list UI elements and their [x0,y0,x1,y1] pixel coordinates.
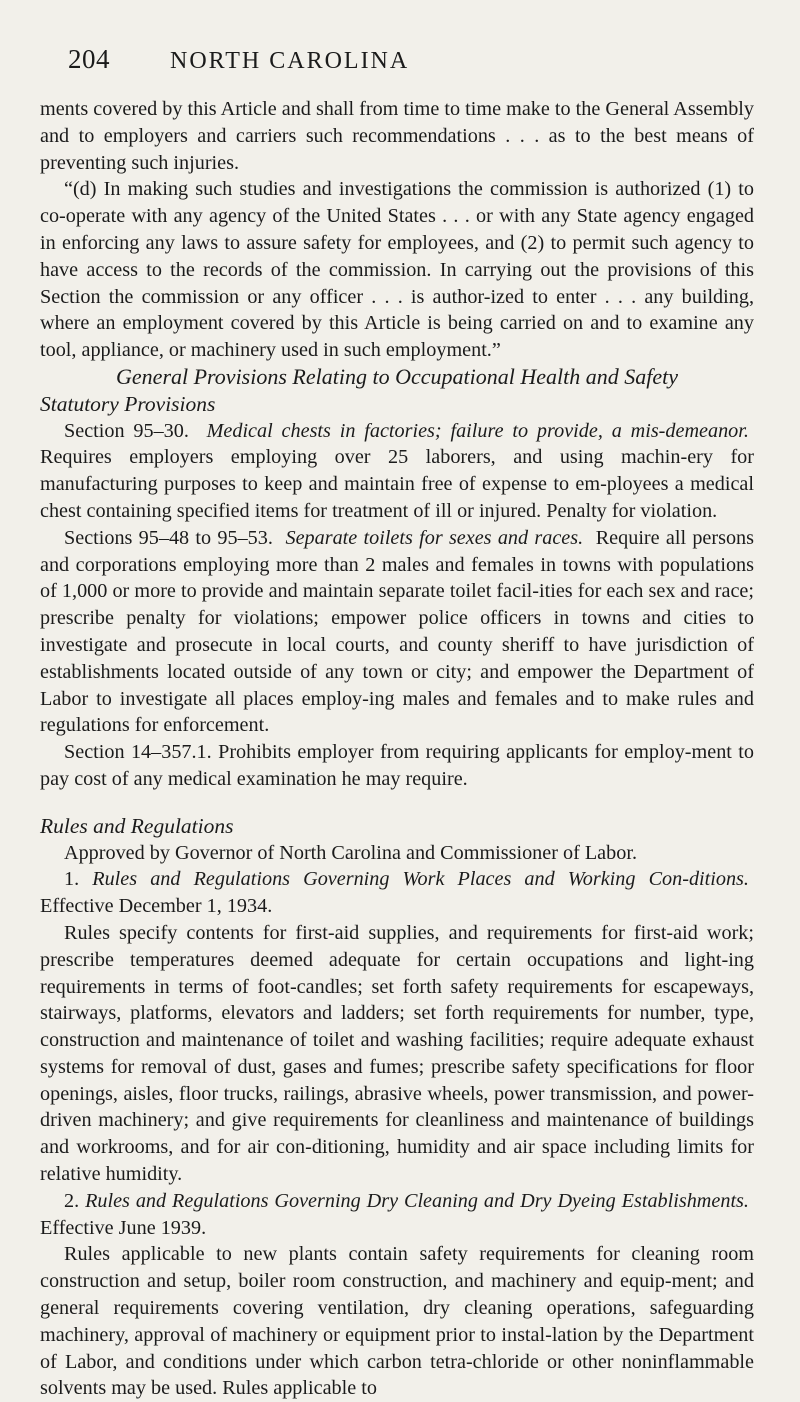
statute-title: Separate toilets for sexes and races. [285,526,584,549]
rule-effective-date: Effective December 1, 1934. [40,895,273,918]
subheading-statutory-provisions: Statutory Provisions [40,391,216,416]
statute-text: Requires employers employing over 25 laborers, and using machin-ery for manufacturing purposes to keep and maintain free of expense to em-ployees a medical chest containing specified items for treatment of ill or injured. Penalty for violation. [40,446,754,522]
rule-number: 1. [64,868,80,891]
statute-section-number: Section 95–30. [64,419,189,442]
statute-95-30 [40,418,754,525]
running-title: NORTH CAROLINA [170,48,410,74]
statute-title: Medical chests in factories; failure to provide, a mis-demeanor. [206,419,749,442]
statute-14-357: Section 14–357.1. Prohibits employer from requiring applicants for employ-ment to pay cost of any medical examination he may require. [40,741,754,790]
rule-2-heading [40,1188,754,1242]
page-body [40,96,754,1402]
rule-2-text: Rules applicable to new plants contain safety requirements for cleaning room construction and setup, boiler room construction, and machinery and equip-ment; and general requirements covering ventilation, dry cleaning operations, safeguarding machinery, approval of machinery or equipment prior to instal-lation by the Department of Labor, and conditions under which carbon tetra-chloride or other noninflammable solvents may be used. Rules applicable to [40,1243,754,1400]
page-number: 204 [68,44,110,74]
rule-number: 2. [64,1189,80,1212]
paragraph-quote-d: “(d) In making such studies and investigations the commission is authorized (1) to co-operate with any agency of the United States . . . or with any State agency engaged in enforcing any laws to assure safety for employees, and (2) to permit such agency to have access to the records of the commission. In carrying out the provisions of this Section the commission or any officer . . . is author-ized to enter . . . any building, where an employment covered by this Article is being carried on and to examine any tool, appliance, or machinery used in such employment.” [40,178,754,362]
section-heading-general-provisions: General Provisions Relating to Occupational Health and Safety [116,363,678,389]
rule-effective-date: Effective June 1939. [40,1216,207,1239]
statute-95-48 [40,525,754,739]
rule-title: Rules and Regulations Governing Work Places and Working Con-ditions. [92,868,749,891]
running-head [68,44,754,86]
approval-note: Approved by Governor of North Carolina and Commissioner of Labor. [64,841,637,864]
rule-1-text: Rules specify contents for first-aid supplies, and requirements for first-aid work; prescribe temperatures deemed adequate for certain occupations and light-ing requirements in terms of foot-candles; set forth safety requirements for escapeways, stairways, platforms, elevators and ladders; set forth requirements for number, type, construction and maintenance of toilet and washing facilities; require adequate exhaust systems for removal of dust, gases and fumes; prescribe safety specifications for floor openings, aisles, floor trucks, railings, abrasive wheels, power transmission, and power-driven machinery; and give requirements for cleanliness and maintenance of buildings and workrooms, and for air con-ditioning, humidity and air space including limits for relative humidity. [40,921,754,1186]
rule-title: Rules and Regulations Governing Dry Cleaning and Dry Dyeing Establishments. [85,1189,749,1212]
rule-1-heading [40,866,754,920]
subheading-rules-and-regulations: Rules and Regulations [40,813,234,838]
statute-section-number: Sections 95–48 to 95–53. [64,526,273,549]
paragraph-continuation: ments covered by this Article and shall from time to time make to the General Assembly and to employers and carriers such recommendations . . . as to the best means of preventing such injuries. [40,98,754,174]
statute-text: Require all persons and corporations employing more than 2 males and females in towns with populations of 1,000 or more to provide and maintain separate toilet facil-ities for each sex and race; prescribe penalty for violations; empower police officers in towns and cities to investigate and prosecute in local courts, and county sheriff to have jurisdiction of establishments located outside of any town or city; and empower the Department of Labor to investigate all places employ-ing males and females and to make rules and regulations for enforcement. [40,526,755,737]
